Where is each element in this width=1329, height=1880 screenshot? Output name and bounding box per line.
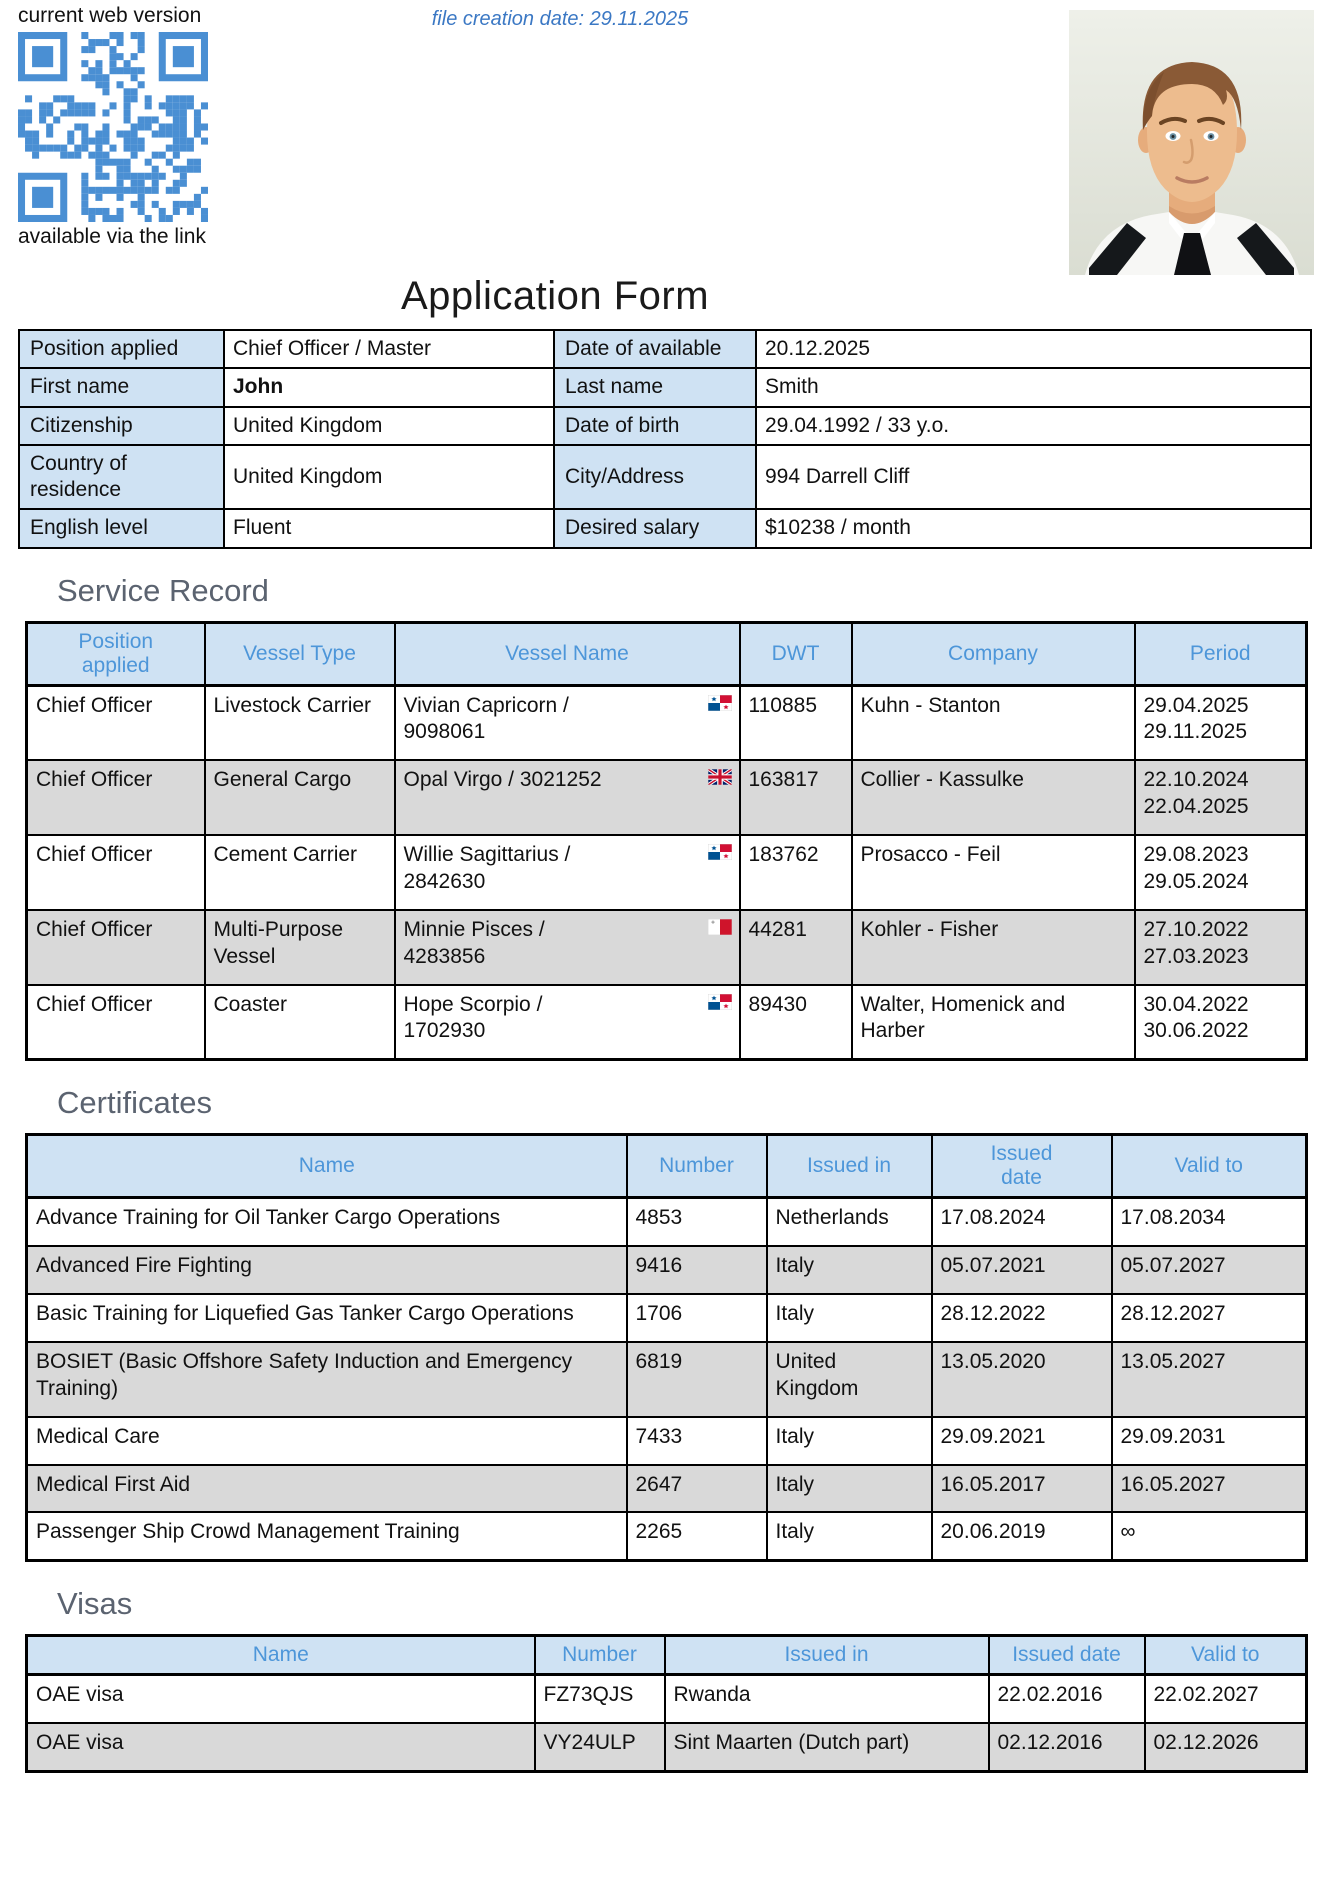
personal-row <box>19 368 1311 406</box>
certificate-row <box>27 1465 1307 1513</box>
certificate-name: Advance Training for Oil Tanker Cargo Operations <box>27 1198 627 1246</box>
service-record-row <box>27 835 1307 910</box>
service-record-row <box>27 910 1307 985</box>
certificate-issued-in: Italy <box>767 1246 932 1294</box>
certificate-issued-in: United Kingdom <box>767 1342 932 1417</box>
position-cell: Chief Officer <box>27 910 205 985</box>
visas-header-row <box>27 1636 1307 1675</box>
certificate-name: Medical Care <box>27 1417 627 1465</box>
certificate-issued-date: 13.05.2020 <box>932 1342 1112 1417</box>
field-label: First name <box>19 368 224 406</box>
certificate-issued-date: 28.12.2022 <box>932 1294 1112 1342</box>
field-value: United Kingdom <box>224 407 554 445</box>
dwt-cell: 89430 <box>740 985 852 1060</box>
certificate-number: 6819 <box>627 1342 767 1417</box>
dwt-cell: 44281 <box>740 910 852 985</box>
field-value: Chief Officer / Master <box>224 330 554 368</box>
certificate-row <box>27 1417 1307 1465</box>
certificate-issued-date: 05.07.2021 <box>932 1246 1112 1294</box>
certificate-issued-in: Netherlands <box>767 1198 932 1246</box>
column-header: Position applied <box>27 622 205 685</box>
vessel-name: Hope Scorpio / 1702930 <box>403 992 543 1043</box>
vessel-name: Willie Sagittarius / 2842630 <box>403 843 571 893</box>
service-record-heading: Service Record <box>57 572 269 608</box>
personal-row <box>19 330 1311 368</box>
certificate-number: 7433 <box>627 1417 767 1465</box>
certificates-table <box>25 1133 1308 1562</box>
service-header-row <box>27 622 1307 685</box>
visa-number: VY24ULP <box>535 1723 665 1771</box>
column-header: Vessel Type <box>205 622 395 685</box>
certificate-row <box>27 1294 1307 1342</box>
vessel-type-cell: Livestock Carrier <box>205 685 395 760</box>
certificate-valid-to: 05.07.2027 <box>1112 1246 1307 1294</box>
certificate-issued-in: Italy <box>767 1294 932 1342</box>
certificate-valid-to: 28.12.2027 <box>1112 1294 1307 1342</box>
column-header: Name <box>27 1636 535 1675</box>
certificate-issued-date: 16.05.2017 <box>932 1465 1112 1513</box>
vessel-name: Opal Virgo / 3021252 <box>403 768 602 792</box>
company-cell: Kohler - Fisher <box>852 910 1135 985</box>
vessel-name-cell <box>395 685 740 760</box>
field-value: United Kingdom <box>224 445 554 510</box>
field-label: City/Address <box>554 445 756 510</box>
field-label: Last name <box>554 368 756 406</box>
field-value: $10238 / month <box>756 509 1311 547</box>
column-header: Number <box>535 1636 665 1675</box>
service-record-row <box>27 685 1307 760</box>
field-label: Date of birth <box>554 407 756 445</box>
certificate-valid-to: 29.09.2031 <box>1112 1417 1307 1465</box>
dwt-cell: 183762 <box>740 835 852 910</box>
field-label: Date of available <box>554 330 756 368</box>
field-value: Smith <box>756 368 1311 406</box>
personal-details-table <box>18 329 1312 549</box>
period-cell: 22.10.2024 22.04.2025 <box>1135 760 1307 835</box>
vessel-name-cell <box>395 910 740 985</box>
certificate-issued-in: Italy <box>767 1417 932 1465</box>
field-value: 20.12.2025 <box>756 330 1311 368</box>
visas-heading: Visas <box>57 1586 133 1622</box>
qr-code-icon[interactable] <box>18 32 208 222</box>
column-header: Issued in <box>767 1135 932 1198</box>
column-header: Issued date <box>989 1636 1145 1675</box>
company-cell: Collier - Kassulke <box>852 760 1135 835</box>
visa-row <box>27 1675 1307 1723</box>
certificate-name: Medical First Aid <box>27 1465 627 1513</box>
vessel-type-cell: Cement Carrier <box>205 835 395 910</box>
vessel-name: Vivian Capricorn / 9098061 <box>403 693 569 744</box>
vessel-type-cell: Multi-Purpose Vessel <box>205 910 395 985</box>
file-creation-date: file creation date: 29.11.2025 <box>431 8 689 30</box>
period-cell: 27.10.2022 27.03.2023 <box>1135 910 1307 985</box>
column-header: Issued date <box>932 1135 1112 1198</box>
field-value: John <box>224 368 554 406</box>
field-value: Fluent <box>224 509 554 547</box>
vessel-type-cell: General Cargo <box>205 760 395 835</box>
column-header: Period <box>1135 622 1307 685</box>
position-cell: Chief Officer <box>27 985 205 1060</box>
certificate-issued-in: Italy <box>767 1512 932 1560</box>
visa-issued-in: Sint Maarten (Dutch part) <box>665 1723 989 1771</box>
vessel-name: Minnie Pisces / 4283856 <box>403 917 545 968</box>
visa-number: FZ73QJS <box>535 1675 665 1723</box>
personal-row <box>19 445 1311 510</box>
certificate-name: Passenger Ship Crowd Management Training <box>27 1512 627 1560</box>
personal-row <box>19 407 1311 445</box>
field-label: Position applied <box>19 330 224 368</box>
certificate-number: 9416 <box>627 1246 767 1294</box>
visas-table <box>25 1634 1308 1773</box>
column-header: Issued in <box>665 1636 989 1675</box>
service-record-row <box>27 985 1307 1060</box>
visa-issued-in: Rwanda <box>665 1675 989 1723</box>
company-cell: Prosacco - Feil <box>852 835 1135 910</box>
service-record-row <box>27 760 1307 835</box>
dwt-cell: 110885 <box>740 685 852 760</box>
applicant-photo <box>1069 10 1314 275</box>
document-header <box>0 0 1329 272</box>
malta-flag-icon <box>708 919 732 935</box>
column-header: DWT <box>740 622 852 685</box>
visa-name: OAE visa <box>27 1723 535 1771</box>
field-label: Country of residence <box>19 445 224 510</box>
visa-name: OAE visa <box>27 1675 535 1723</box>
certificate-valid-to: 13.05.2027 <box>1112 1342 1307 1417</box>
field-value: 994 Darrell Cliff <box>756 445 1311 510</box>
period-cell: 29.08.2023 29.05.2024 <box>1135 835 1307 910</box>
column-header: Company <box>852 622 1135 685</box>
position-cell: Chief Officer <box>27 760 205 835</box>
certificate-issued-date: 20.06.2019 <box>932 1512 1112 1560</box>
certificate-valid-to: 17.08.2034 <box>1112 1198 1307 1246</box>
period-cell: 29.04.2025 29.11.2025 <box>1135 685 1307 760</box>
vessel-name-cell <box>395 985 740 1060</box>
certificate-issued-date: 17.08.2024 <box>932 1198 1112 1246</box>
certificate-name: Advanced Fire Fighting <box>27 1246 627 1294</box>
web-version-label: current web version <box>18 4 202 27</box>
certificate-name: BOSIET (Basic Offshore Safety Induction and Emergency Training) <box>27 1342 627 1417</box>
certificate-row <box>27 1198 1307 1246</box>
certificates-heading: Certificates <box>57 1085 213 1121</box>
page-title: Application Form <box>400 274 710 318</box>
visa-row <box>27 1723 1307 1771</box>
company-cell: Walter, Homenick and Harber <box>852 985 1135 1060</box>
position-cell: Chief Officer <box>27 685 205 760</box>
personal-row <box>19 509 1311 547</box>
panama-flag-icon <box>708 844 732 860</box>
qr-block <box>18 4 248 249</box>
certificate-number: 2647 <box>627 1465 767 1513</box>
certificates-header-row <box>27 1135 1307 1198</box>
certificate-issued-date: 29.09.2021 <box>932 1417 1112 1465</box>
certificate-number: 2265 <box>627 1512 767 1560</box>
position-cell: Chief Officer <box>27 835 205 910</box>
certificate-issued-in: Italy <box>767 1465 932 1513</box>
field-value: 29.04.1992 / 33 y.o. <box>756 407 1311 445</box>
field-label: English level <box>19 509 224 547</box>
visa-valid-to: 02.12.2026 <box>1145 1723 1307 1771</box>
visa-issued-date: 02.12.2016 <box>989 1723 1145 1771</box>
column-header: Vessel Name <box>395 622 740 685</box>
certificate-row <box>27 1246 1307 1294</box>
vessel-name-cell <box>395 835 740 910</box>
vessel-type-cell: Coaster <box>205 985 395 1060</box>
field-label: Desired salary <box>554 509 756 547</box>
service-record-table <box>25 621 1308 1062</box>
certificate-valid-to: ∞ <box>1112 1512 1307 1560</box>
dwt-cell: 163817 <box>740 760 852 835</box>
certificate-name: Basic Training for Liquefied Gas Tanker Cargo Operations <box>27 1294 627 1342</box>
visa-issued-date: 22.02.2016 <box>989 1675 1145 1723</box>
link-label: available via the link <box>18 225 206 248</box>
field-label: Citizenship <box>19 407 224 445</box>
certificate-row <box>27 1512 1307 1560</box>
panama-flag-icon <box>708 994 732 1010</box>
certificate-number: 1706 <box>627 1294 767 1342</box>
column-header: Valid to <box>1112 1135 1307 1198</box>
visa-valid-to: 22.02.2027 <box>1145 1675 1307 1723</box>
column-header: Number <box>627 1135 767 1198</box>
column-header: Name <box>27 1135 627 1198</box>
certificate-number: 4853 <box>627 1198 767 1246</box>
certificate-valid-to: 16.05.2027 <box>1112 1465 1307 1513</box>
panama-flag-icon <box>708 695 732 711</box>
uk-flag-icon <box>708 769 732 785</box>
company-cell: Kuhn - Stanton <box>852 685 1135 760</box>
certificate-row <box>27 1342 1307 1417</box>
vessel-name-cell <box>395 760 740 835</box>
period-cell: 30.04.2022 30.06.2022 <box>1135 985 1307 1060</box>
column-header: Valid to <box>1145 1636 1307 1675</box>
